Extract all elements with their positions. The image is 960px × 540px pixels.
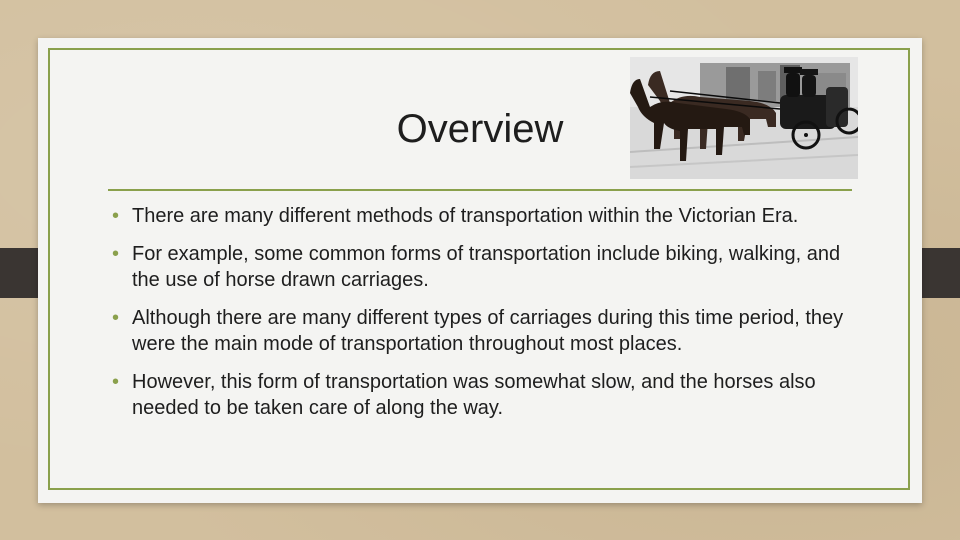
bullet-icon: • <box>112 243 120 265</box>
bullet-item <box>108 305 860 357</box>
bullet-icon: • <box>112 371 120 393</box>
bullet-text: Although there are many different types of carriages during this time period, they were the main mode of transportation throughout most places. <box>132 307 844 355</box>
bullet-text: For example, some common forms of transportation include biking, walking, and the use of horse drawn carriages. <box>132 243 841 291</box>
bullet-item <box>108 241 860 293</box>
title-divider <box>108 189 852 191</box>
bullet-item <box>108 369 860 421</box>
bullet-text: There are many different methods of transportation within the Victorian Era. <box>132 205 799 227</box>
bullet-text: However, this form of transportation was somewhat slow, and the horses also needed to be taken care of along the way. <box>132 371 816 419</box>
bullet-list <box>108 203 860 433</box>
bullet-icon: • <box>112 205 120 227</box>
bullet-item <box>108 203 860 229</box>
slide-title: Overview <box>396 107 564 151</box>
horse-carriage-photo <box>630 57 858 179</box>
bullet-icon: • <box>112 307 120 329</box>
